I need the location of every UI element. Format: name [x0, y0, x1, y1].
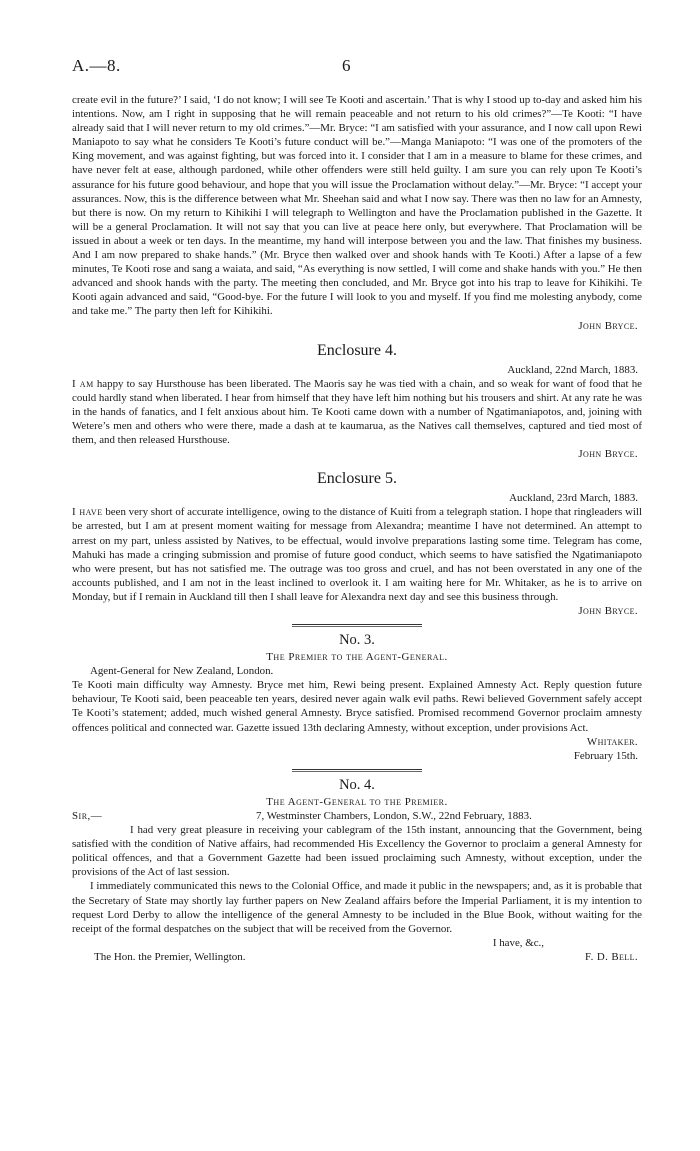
no-4-closing-line	[72, 950, 642, 964]
page-number: 6	[342, 56, 351, 75]
no-4-closing: I have, &c.,	[492, 936, 544, 949]
lead-paragraph: create evil in the future?’ I said, ‘I do not know; I will see Te Kooti and ascertain.’ That is why I stood up to-day and asked him his intentions. Now, am I right in supposing that he will remain peaceable and not return to his old crimes?”—Te Kooti: “I have already said that I will never return to my old crimes.”—Mr. Bryce: “I am satisfied with your assurance, and I now call upon Rewi Maniapoto to say what he considers Te Kooti’s future conduct will be.”—Manga Maniapoto: “I was one of the promoters of the King movement, and was against fighting, but was forced into it. I consider that I am in a measure to blame for these crimes, and have never felt at ease, although pardoned, while other offenders were still held guilty. I am sure you can rely upon Te Kooti’s assurance for his future good behaviour, and hope that you will issue the Proclamation without delay.”—Mr. Bryce: “I accept your assurances. Now, this is the difference between what Mr. Sheehan said and what I now say. There was then no law for an Amnesty, but there is now. On my return to Kihikihi I will telegraph to Wellington and have the Proclamation published in the Gazette. It will be a general Proclamation. It will not say that you can live at peace here only, but everywhere. That Proclamation will be issued in about a week or ten days. In the meantime, my hand will interpose between you and the law. That finishes my business. And I am now prepared to shake hands.” (Mr. Bryce then walked over and shook hands with Te Kooti.) After a lapse of a few minutes, Te Kooti rose and sang a waiata, and said, “As everything is now settled, I will come and shake hands with you.” He then advanced and shook hands with the party. The meeting then concluded, and Mr. Bryce got into his trap to leave for Kihikihi. Te Kooti again advanced and said, “Good-bye. For the future I will look to you and myself. If you find me molesting anybody, come and take me.” The party then left for Kihikihi.	[72, 94, 642, 318]
no-4-paragraph-2: I immediately communicated this news to the Colonial Office, and made it public in the newspapers; and, as it is probable that the Secretary of State may shortly lay further papers on New Zealand affairs before the Imperial Parliament, it is my intention to request Lord Derby to allow the intelligence of the general Amnesty to be included in the Blue Book, without waiting for the receipt of the formal despatches on the subject that will be received from the Governor.	[72, 880, 642, 935]
enclosure-5-paragraph	[72, 505, 642, 604]
page-body	[72, 93, 642, 964]
no-4-recipient: The Hon. the Premier, Wellington.	[94, 950, 246, 963]
enclosure-5-title: Enclosure 5.	[317, 470, 397, 488]
no-4-address: 7, Westminster Chambers, London, S.W., 22nd February, 1883.	[256, 809, 532, 822]
no-4-subtitle: The Agent-General to the Premier.	[266, 795, 448, 808]
enclosure-4-text: happy to say Hursthouse has been liberated. The Maoris say he was tied with a chain, and so weak for want of food that he could hardly stand when liberated. I hear from himself that they have left him nothing but his trousers and shirt. At any rate he was in the hands of fanatics, and I felt anxious about him. Te Kooti came down with a number of Ngatimaniapotos, and, joining with Wetere’s men and others who were there, made a dash at te kaumarua, as the Natives call themselves, captured and tied most of them, and then released Hursthouse.	[72, 377, 642, 447]
no-4-signature: F. D. Bell.	[585, 950, 638, 963]
no-4-heading-line	[72, 809, 642, 823]
no-3-title: No. 3.	[339, 632, 375, 649]
section-divider	[292, 624, 422, 627]
no-3-telegram: Te Kooti main difficulty way Amnesty. Bryce met him, Rewi being present. Explained Amnesty Act. Reply question future behaviour, Te Kooti said, been peaceable ten years, desired never again walk evil paths. Rewi believed Government safely accept Te Kooti’s statement; added, much wished general Amnesty. Bryce satisfied. Promised recommend Governor proclaim amnesty offences political and connected war. Gazette issued 13th declaring Amnesty, without exception, under provisions Act.	[72, 679, 642, 734]
section-divider	[292, 769, 422, 772]
enclosure-5-date: Auckland, 23rd March, 1883.	[509, 492, 638, 505]
enclosure-5-opening: I have	[72, 506, 103, 519]
enclosure-4-opening: I am	[72, 377, 94, 390]
no-3-signature: Whitaker.	[586, 735, 638, 748]
no-3-addressee: Agent-General for New Zealand, London.	[90, 665, 274, 678]
no-4-paragraph-1: I had very great pleasure in receiving your cablegram of the 15th instant, announcing that the Government, being satisfied with the condition of Native affairs, had recommended His Excellency the Governor to proclaim a general Amnesty for political offences, and that a Government Gazette had been issued proclaiming such Amnesty, without exception, under the provisions of the Act of last session.	[72, 824, 642, 879]
no-3-subtitle: The Premier to the Agent-General.	[266, 651, 448, 664]
enclosure-4-paragraph	[72, 377, 642, 447]
enclosure-4-date: Auckland, 22nd March, 1883.	[507, 363, 638, 376]
enclosure-5-text: been very short of accurate intelligence, owing to the distance of Kuiti from a telegraph station. I hope that ringleaders will be arrested, but I am at present moment waiting for message from Alexandra; meantime I have not determined. An attempt to arrest on my part, unless assisted by Natives, to be effectual, would involve preparations lasting some time. Telegram has come, Mahuki has made a cringing submission and promise of future good conduct, which seems to have satisfied the Ngatimaniapoto who were present, but has not satisfied me. The outrage was too gross and cruel, and has not been overstated in any one of the accounts published, and I am not in the least inclined to overlook it. I am waiting here for Mr. Whitaker, as he is to arrive on Monday, but if I remain in Auckland till then I shall leave for Alexandra next day and see this business through.	[72, 506, 642, 603]
page-header	[72, 56, 642, 76]
enclosure-5-signature: John Bryce.	[578, 605, 638, 617]
enclosure-4-title: Enclosure 4.	[317, 341, 397, 359]
no-4-title: No. 4.	[339, 776, 375, 793]
lead-signature: John Bryce.	[578, 319, 638, 332]
no-3-date: February 15th.	[573, 749, 638, 762]
enclosure-4-signature: John Bryce.	[578, 448, 638, 461]
no-4-salutation: Sir,—	[72, 809, 103, 822]
document-reference: A.—8.	[72, 56, 121, 75]
